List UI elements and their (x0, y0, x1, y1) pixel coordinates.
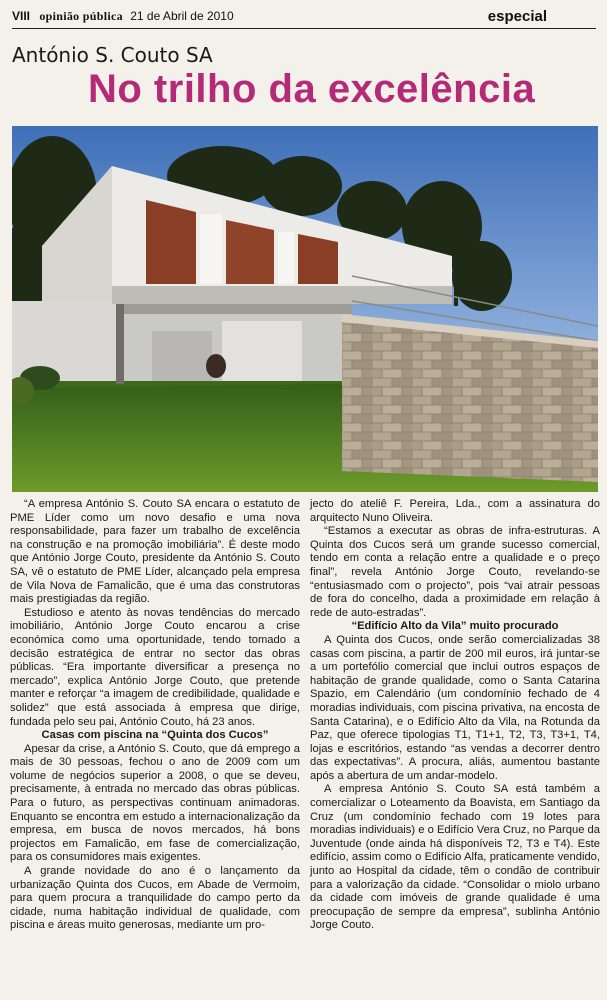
section-subhead: Casas com piscina na “Quinta dos Cucos” (41, 729, 269, 742)
paragraph: jecto do ateliê F. Pereira, Lda., com a assinatura do arquitecto Nuno Oliveira. (310, 498, 600, 524)
article-column-left (10, 498, 300, 933)
paragraph: A Quinta dos Cucos, onde serão comercializadas 38 casas com piscina, a partir de 200 mil euros, irá juntar-se a um portefólio comercial que inclui outros espaços de habitação de grande qualidade, como o Santa Catarina Spazio, em Calendário (um condomínio fechado de 4 moradias individuais, com piscina privativa, na encosta de Santa Catarina), e o Edifício Alto da Vila, na Rotunda da Paz, que oferece tipologias T1, T1+1, T2, T3, T3+1, T4, lojas e escritórios, estando “as vendas a decorrer dentro das expectativas”. A procura, aliás, aumentou bastante após a abertura de um andar-modelo. (310, 633, 600, 782)
section-label: especial (487, 8, 547, 25)
publication-date: 21 de Abril de 2010 (130, 9, 234, 23)
header-meta (12, 9, 234, 24)
paragraph: A grande novidade do ano é o lançamento da urbanização Quinta dos Cucos, em Abade de Vermoim, para quem procura a tranquilidade do campo perto da cidade, numa habitação individual de qualidade, com piscina e áreas muito generosas, mediante um pro- (10, 865, 300, 932)
paragraph: Estudioso e atento às novas tendências do mercado imobiliário, António Jorge Couto encarou a crise económica como uma oportunidade, tendo tomado a decisão estratégica de entrar no sector das obras públicas. “Era importante diversificar a presença no mercado”, explica António Jorge Couto, que pretende manter e reforçar “a imagem de credibilidade, qualidade e solidez” que está associada à empresa que dirige, fundada pelo seu pai, António Couto, há 23 anos. (10, 606, 300, 728)
section-subhead: “Edifício Alto da Vila” muito procurado (351, 620, 559, 633)
paragraph: “A empresa António S. Couto SA encara o estatuto de PME Líder como um novo desafio e uma nova responsabilidade, para fazer um trabalho de excelência na construção e na promoção imobiliária”. É deste modo que António Jorge Couto, presidente da António S. Couto SA, vê o estatuto de PME Líder, alcançado pela empresa de Vila Nova de Famalicão, que é uma das construtoras mais prestigiadas da região. (10, 498, 300, 606)
paragraph: A empresa António S. Couto SA está também a comercializar o Loteamento da Boavista, em Santiago da Cruz (um condomínio fechado com 19 lotes para moradias individuais) e o Edifício Vera Cruz, no Parque da Juventude (onde ainda há disponíveis T2, T3 e T4). Este edifício, assim como o Edifício Alfa, praticamente vendido, junto ao Hospital da cidade, têm o condão de contribuir para a valorização da cidade. “Consolidar o miolo urbano da cidade com imóveis de grande qualidade é uma preocupação de sempre da empresa”, sublinha António Jorge Couto. (310, 783, 600, 932)
article-column-right (310, 498, 600, 933)
house-photo (12, 126, 598, 492)
house-photo-illustration (12, 126, 598, 492)
header-rule (12, 28, 596, 29)
paragraph: “Estamos a executar as obras de infra-estruturas. A Quinta dos Cucos será um grande sucesso comercial, tendo em conta a relação entre a qualidade e o preço final”, revela António Jorge Couto, revelando-se “entusiasmado com o projecto”, pois “vai atrair pessoas de fora do concelho, dada a proximidade em relação à rede de auto-estradas”. (310, 525, 600, 619)
article-kicker: António S. Couto SA (12, 43, 213, 67)
article-headline: No trilho da excelência (88, 67, 536, 111)
paragraph: Apesar da crise, a António S. Couto, que dá emprego a mais de 30 pessoas, fechou o ano de 2009 com um volume de negócios superior a 2008, o que se deveu, precisamente, à entrada no mercado das obras públicas. Para o futuro, as perspectivas continuam animadoras. Enquanto se encontra em estudo a internacionalização da empresa, em busca de novos mercados, há bons projectos em Famalicão, em fase de comercialização, para os consumidores mais exigentes. (10, 742, 300, 864)
page-header (0, 0, 607, 30)
publication-name: opinião pública (39, 9, 123, 23)
page-number: VIII (12, 9, 31, 23)
